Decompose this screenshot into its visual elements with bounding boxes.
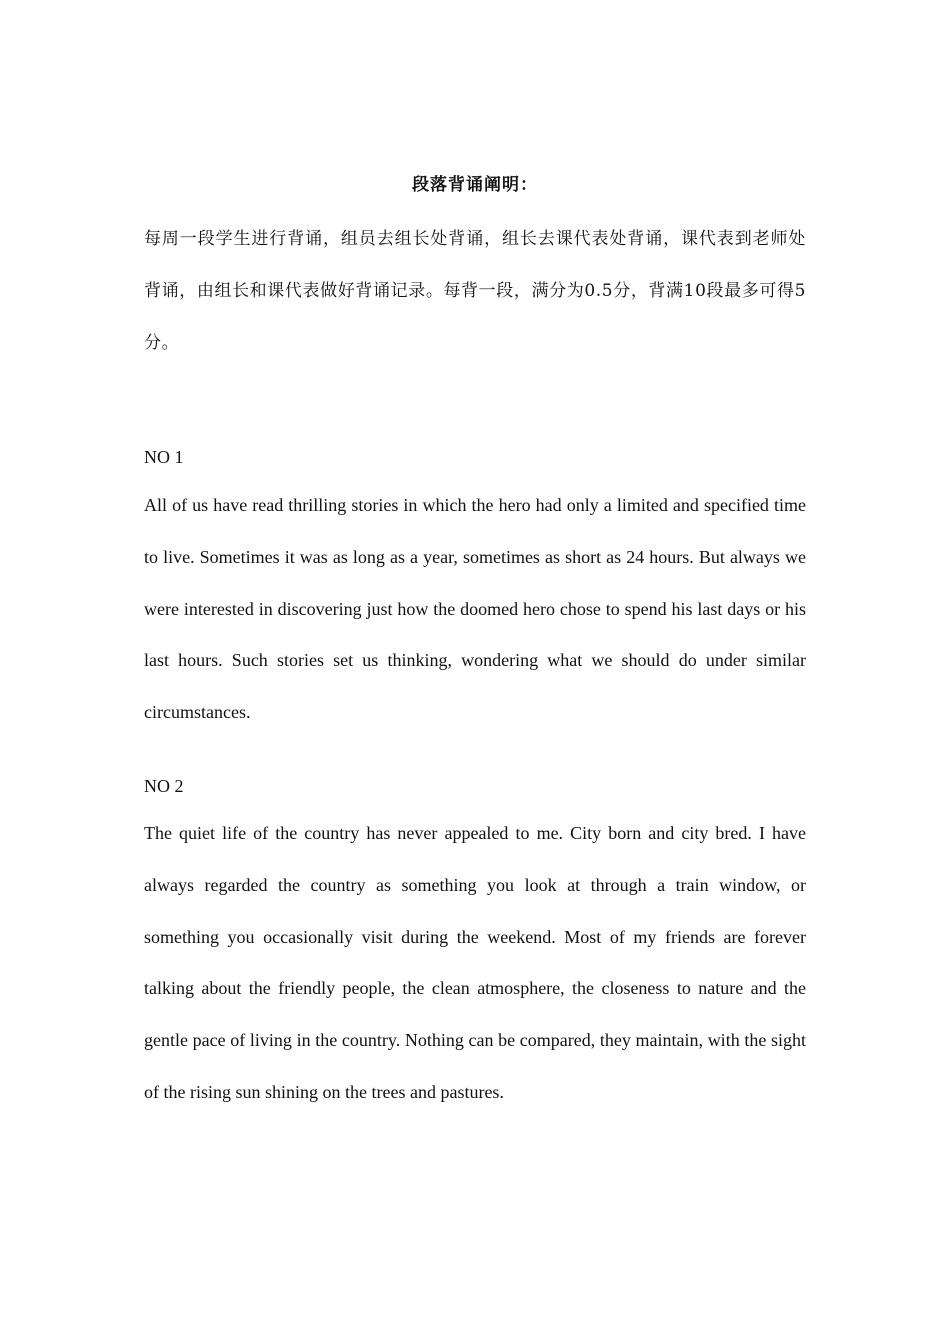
section-number-2: NO 2 [144,776,184,796]
page-title: 段落背诵阐明： [412,175,538,195]
section-paragraph-2: The quiet life of the country has never appealed to me. City born and city bred. I have always regarded the country as something you look at through a train window, or something you occasionally visit during the weekend. Most of my friends are forever talking about the friendly people, the clean atmosphere, the closeness to nature and the gentle pace of living in the country. Nothing can be compared, they maintain, with the sight of the rising sun shining on the trees and pastures. [144,823,806,1102]
section-number-1: NO 1 [144,447,184,467]
intro-paragraph: 每周一段学生进行背诵，组员去组长处背诵，组长去课代表处背诵，课代表到老师处背诵，由组长和课代表做好背诵记录。每背一段，满分为0.5分，背满10段最多可得5分。 [144,229,806,353]
section-paragraph-1: All of us have read thrilling stories in which the hero had only a limited and specified time to live. Sometimes it was as long as a year, sometimes as short as 24 hours. But always we were interested in discovering just how the doomed hero chose to spend his last days or his last hours. Such stories set us thinking, wondering what we should do under similar circumstances. [144,495,806,723]
